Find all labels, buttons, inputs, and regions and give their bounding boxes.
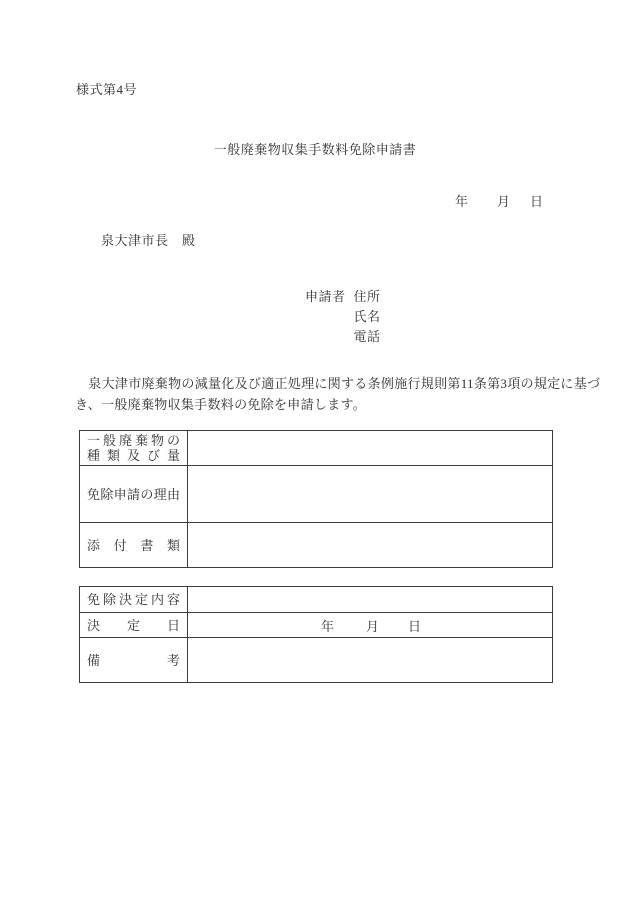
addressee: 泉大津市長 殿 xyxy=(101,233,196,248)
attached-documents-label-cell xyxy=(80,523,188,567)
year-label: 年 xyxy=(455,194,469,209)
attached-documents-label: 添付書類 xyxy=(87,537,180,553)
exemption-reason-value-cell xyxy=(188,466,552,522)
decision-date-value-cell xyxy=(188,613,552,637)
decision-day-label: 日 xyxy=(408,618,422,634)
applicant-block xyxy=(305,287,381,347)
decision-date-label-cell xyxy=(80,613,188,637)
exemption-decision-value-cell xyxy=(188,587,552,612)
remarks-label-cell xyxy=(80,638,188,682)
table-row xyxy=(80,465,552,522)
table-row xyxy=(80,612,552,637)
waste-type-label-line2: 種類及び量 xyxy=(87,448,180,463)
exemption-reason-label: 免除申請の理由 xyxy=(87,486,180,502)
table-row xyxy=(80,637,552,682)
day-label: 日 xyxy=(530,194,544,209)
body-paragraph xyxy=(75,373,601,415)
remarks-value-cell xyxy=(188,638,552,682)
body-line-2: き、一般廃棄物収集手数料の免除を申請します。 xyxy=(75,397,367,412)
application-date-line xyxy=(455,191,543,210)
decision-year-label: 年 xyxy=(321,618,335,634)
document-title: 一般廃棄物収集手数料免除申請書 xyxy=(213,142,417,157)
table-row xyxy=(80,587,552,612)
decision-date-label: 決定日 xyxy=(87,617,180,633)
table-row xyxy=(80,431,552,465)
applicant-address-label: 住所 xyxy=(353,289,381,304)
body-line-1: 泉大津市廃棄物の減量化及び適正処理に関する条例施行規則第11条第3項の規定に基づ xyxy=(75,376,601,391)
waste-type-value-cell xyxy=(188,431,552,465)
application-table xyxy=(79,430,553,568)
decision-table xyxy=(79,586,553,683)
applicant-phone-label: 電話 xyxy=(353,329,381,344)
applicant-fields xyxy=(354,287,381,347)
table-row xyxy=(80,522,552,567)
remarks-label: 備考 xyxy=(87,652,180,668)
applicant-name-label: 氏名 xyxy=(353,309,381,324)
exemption-decision-label-cell xyxy=(80,587,188,612)
decision-month-label: 月 xyxy=(366,618,380,634)
month-label: 月 xyxy=(497,194,511,209)
form-number: 様式第4号 xyxy=(76,82,138,97)
waste-type-label-line1: 一般廃棄物の xyxy=(87,433,180,448)
attached-documents-value-cell xyxy=(188,523,552,567)
applicant-label: 申請者 xyxy=(305,289,346,304)
exemption-reason-label-cell xyxy=(80,466,188,522)
exemption-decision-label: 免除決定内容 xyxy=(87,592,180,607)
waste-type-label-cell xyxy=(80,431,188,465)
